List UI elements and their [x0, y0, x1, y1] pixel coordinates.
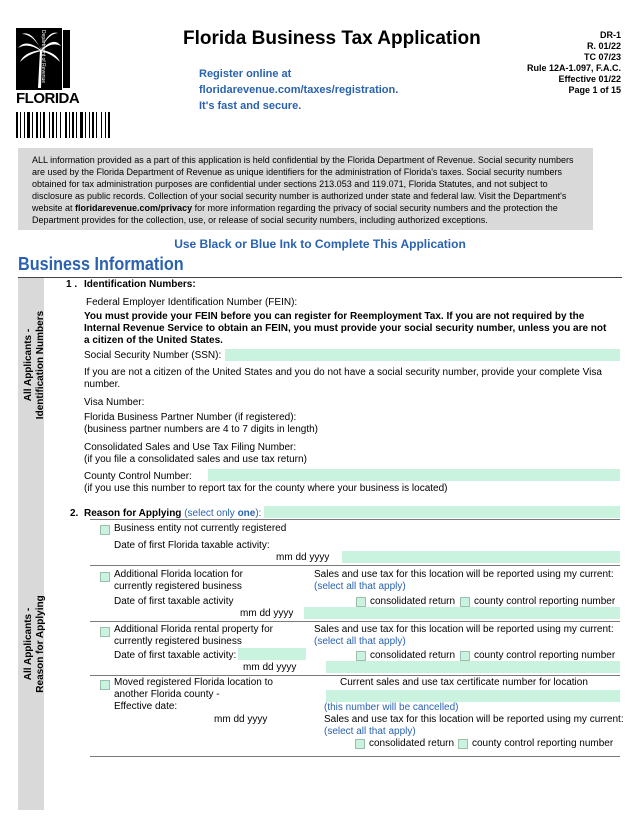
ssn-label: Social Security Number (SSN):	[84, 350, 222, 361]
q1-number: 1 .	[66, 279, 78, 290]
reason-b-county-checkbox[interactable]	[460, 597, 470, 607]
consolidated-filing-note: (if you file a consolidated sales and use tax return)	[84, 454, 307, 465]
reason-d-report-label: Sales and use tax for this location will be reported using my current:	[324, 714, 624, 725]
reason-c-select-all: (select all that apply)	[314, 636, 406, 647]
reason-c-report-label: Sales and use tax for this location will be reported using my current:	[314, 624, 614, 635]
reason-c-label-2: currently registered business	[114, 636, 242, 647]
reason-c-extra-field[interactable]	[326, 661, 620, 673]
reason-a-date-format: mm dd yyyy	[276, 552, 330, 563]
ssn-field[interactable]	[225, 349, 620, 361]
reason-b-label-1: Additional Florida location for	[114, 569, 243, 580]
reason-d-date-label: Effective date:	[114, 701, 178, 712]
reason-d-label-2: another Florida county -	[114, 689, 220, 700]
reason-b-label-2: currently registered business	[114, 581, 242, 592]
section-title: Business Information	[18, 254, 184, 274]
bpn-note: (business partner numbers are 4 to 7 digits in length)	[84, 424, 319, 435]
bpn-label: Florida Business Partner Number (if registered):	[84, 412, 297, 423]
q2-title-line: Reason for Applying (select only one):	[84, 508, 262, 519]
reason-c-county-label: county control reporting number	[474, 650, 616, 661]
q2-number: 2.	[70, 508, 79, 519]
reason-c-consolidated-checkbox[interactable]	[356, 651, 366, 661]
county-control-note: (if you use this number to report tax for the county where your business is located)	[84, 483, 448, 494]
reason-d-select-all: (select all that apply)	[324, 726, 416, 737]
reason-d-date-format: mm dd yyyy	[214, 714, 268, 725]
q1-title: Identification Numbers:	[84, 279, 196, 290]
reason-d-county-checkbox[interactable]	[458, 739, 468, 749]
reason-d-cancel-note: (this number will be cancelled)	[324, 702, 459, 713]
register-link[interactable]: floridarevenue.com/taxes/registration.	[199, 84, 399, 96]
reason-b-consolidated-checkbox[interactable]	[356, 597, 366, 607]
county-control-field[interactable]	[208, 469, 620, 481]
reason-c-date-format: mm dd yyyy	[243, 662, 297, 673]
reason-c-label-1: Additional Florida rental property for	[114, 624, 273, 635]
reason-field[interactable]	[264, 506, 620, 518]
reason-b-date-label: Date of first taxable activity	[114, 596, 234, 607]
reason-a-checkbox[interactable]	[100, 525, 110, 535]
logo-dept-text: Department of Revenue	[40, 30, 46, 84]
reason-b-county-label: county control reporting number	[474, 596, 616, 607]
reason-c-consolidated-label: consolidated return	[370, 650, 456, 661]
reason-c-checkbox[interactable]	[100, 627, 110, 637]
privacy-link[interactable]: floridarevenue.com/privacy	[75, 203, 193, 213]
reason-d-checkbox[interactable]	[100, 680, 110, 690]
reason-b-date-field[interactable]	[304, 607, 620, 619]
visa-label: Visa Number:	[84, 397, 145, 408]
fein-label: Federal Employer Identification Number (FEIN):	[86, 297, 298, 308]
reason-d-county-label: county control reporting number	[472, 738, 614, 749]
logo-state-text: FLORIDA	[16, 90, 80, 107]
reason-c-date-label: Date of first taxable activity:	[114, 650, 237, 661]
reason-c-county-checkbox[interactable]	[460, 651, 470, 661]
reason-a-label: Business entity not currently registered	[114, 523, 287, 534]
reason-a-date-label: Date of first Florida taxable activity:	[114, 540, 270, 551]
side-label-reason: All Applicants - Reason for Applying	[23, 595, 46, 693]
reason-d-cert-label: Current sales and use tax certificate number for location	[340, 677, 588, 688]
form-title: Florida Business Tax Application	[183, 28, 481, 49]
consolidated-filing-label: Consolidated Sales and Use Tax Filing Number:	[84, 442, 297, 453]
barcode	[16, 112, 168, 138]
reason-d-cert-field[interactable]	[326, 690, 620, 702]
reason-b-checkbox[interactable]	[100, 572, 110, 582]
section-rule	[18, 277, 622, 278]
reason-b-date-format: mm dd yyyy	[240, 608, 294, 619]
confidentiality-notice: ALL information provided as a part of this application is held confidential by the Florida Department of Revenue. Social security numbers are used by the Florida Department of Revenue as unique identifiers for the administration of Florida's taxes. Social security numbers obtained for tax administration purposes are confidential under sections 213.053 and 119.071, Florida Statutes, and not subject to disclosure as public records. Collection of your social security number is authorized under state and federal law. Visit the Department's website at floridarevenue.com/privacy for more information regarding the privacy of social security numbers and the protection the Department provides for the collection, use, or release of social security numbers, including authorized exceptions.	[18, 148, 593, 230]
florida-dor-logo	[16, 28, 80, 107]
reason-d-label-1: Moved registered Florida location to	[114, 677, 273, 688]
form-info: DR-1 R. 01/22 TC 07/23 Rule 12A-1.097, F.A.C. Effective 01/22 Page 1 of 15	[526, 30, 621, 95]
fein-note: You must provide your FEIN before you can register for Reemployment Tax. If you are not required by the Internal Revenue Service to obtain an FEIN, you must provide your social security number, unless you are not a citizen of the United States.	[84, 311, 607, 346]
reason-b-select-all: (select all that apply)	[314, 581, 406, 592]
reason-d-consolidated-checkbox[interactable]	[355, 739, 365, 749]
reason-a-date-field[interactable]	[342, 551, 620, 563]
ink-note: Use Black or Blue Ink to Complete This Application	[174, 237, 466, 251]
reason-b-consolidated-label: consolidated return	[370, 596, 456, 607]
reason-b-report-label: Sales and use tax for this location will be reported using my current:	[314, 569, 614, 580]
reason-c-date-field[interactable]	[238, 648, 306, 660]
side-label-identification: All Applicants - Identification Numbers	[23, 310, 46, 420]
county-control-label: County Control Number:	[84, 471, 192, 482]
visa-note: If you are not a citizen of the United States and you do not have a social security number, provide your complete Visa number.	[84, 367, 602, 390]
reason-d-consolidated-label: consolidated return	[369, 738, 455, 749]
register-online-note: Register online at floridarevenue.com/taxes/registration. It's fast and secure.	[199, 68, 399, 112]
